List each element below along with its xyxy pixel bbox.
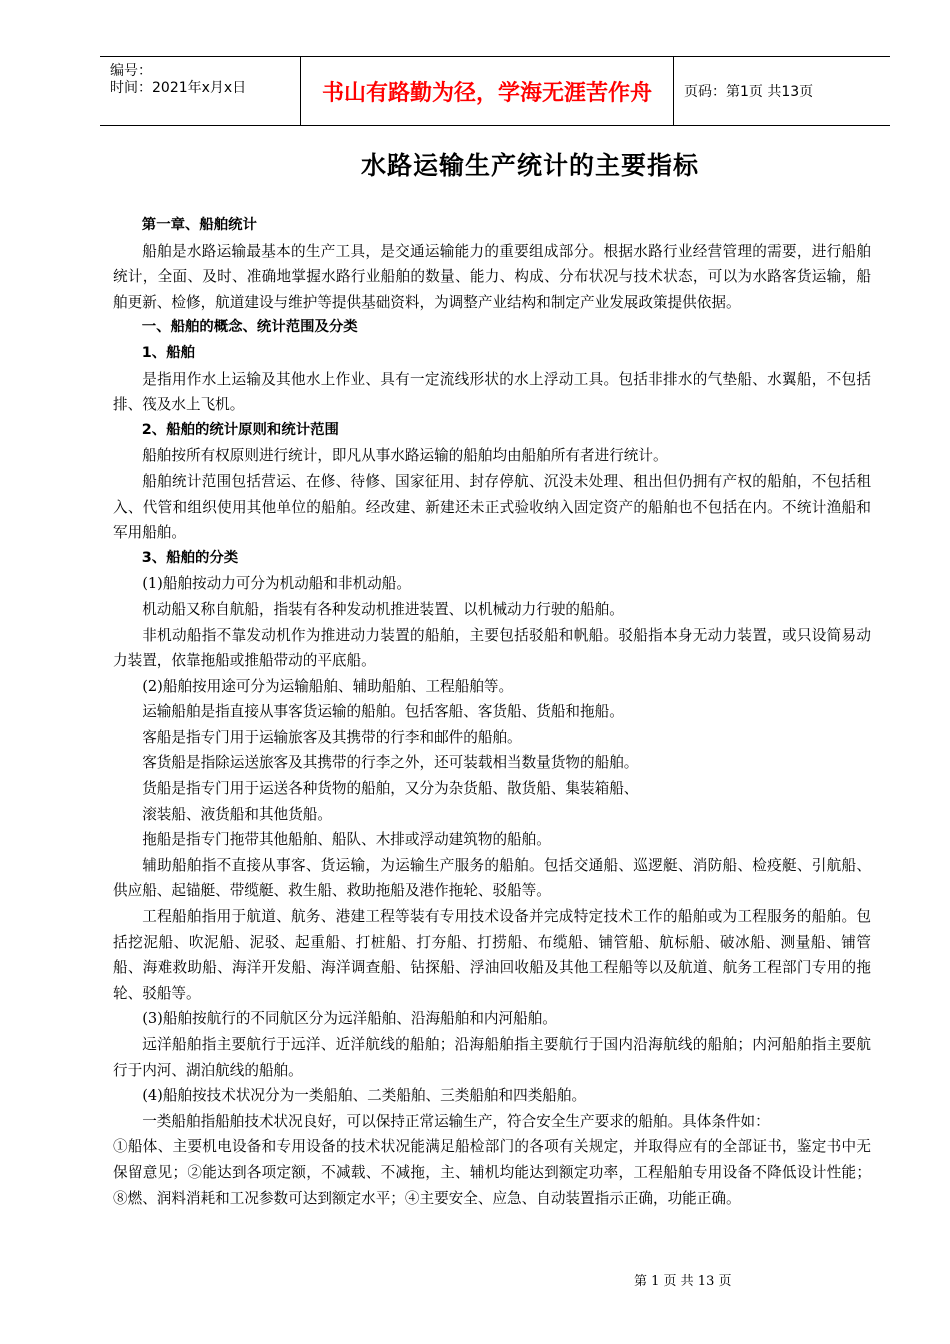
- body-paragraph: (3)船舶按航行的不同航区分为远洋船舶、沿海船舶和内河船舶。: [142, 1010, 557, 1028]
- body-paragraph: 滚装船、液货船和其他货船。: [142, 805, 332, 823]
- body-paragraph: 远洋船舶指主要航行于远洋、近洋航线的船舶；沿海船舶指主要航行于国内沿海航线的船舶；内河船舶指主要航行于内河、湖泊航线的船舶。: [113, 1036, 871, 1079]
- header-motto: 书山有路勤为径，学海无涯苦作舟: [301, 57, 674, 125]
- body-paragraph: (1)船舶按动力可分为机动船和非机动船。: [142, 575, 411, 593]
- body-paragraph: (4)船舶按技术状况分为一类船舶、二类船舶、三类船舶和四类船舶。: [142, 1087, 587, 1105]
- body-paragraph: (2)船舶按用途可分为运输船舶、辅助船舶、工程船舶等。: [142, 677, 514, 695]
- section-heading: 1、船舶: [141, 344, 195, 361]
- body-paragraph: 是指用作水上运输及其他水上作业、具有一定流线形状的水上浮动工具。包括非排水的气垫船、水翼船，不包括排、筏及水上飞机。: [113, 370, 871, 414]
- body-paragraph: 机动船又称自航船，指装有各种发动机推进装置、以机械动力行驶的船舶。: [142, 600, 624, 618]
- body-paragraph: 船舶按所有权原则进行统计，即凡从事水路运输的船舶均由船舶所有者进行统计。: [142, 447, 668, 465]
- document-body: [113, 213, 871, 1211]
- header-meta: [100, 57, 301, 125]
- page-header: [100, 56, 890, 126]
- document-time-label: 时间：2021年x月x日: [110, 80, 247, 96]
- document-title: 水路运输生产统计的主要指标: [360, 151, 699, 180]
- body-paragraph: 工程船舶指用于航道、航务、港建工程等装有专用技术设备并完成特定技术工作的船舶或为工程服务的船舶。包括挖泥船、吹泥船、泥驳、起重船、打桩船、打夯船、打捞船、布缆船、铺管船、航标船、破冰船、测量船、铺管船、海难救助船、海洋开发船、海洋调查船、钻探船、浮油回收船及其他工程船等以及航道、航务工程部门专用的拖轮、驳船等。: [113, 908, 871, 1002]
- body-paragraph: 辅助船舶指不直接从事客、货运输，为运输生产服务的船舶。包括交通船、巡逻艇、消防船、检疫艇、引航船、供应船、起锚艇、带缆艇、救生船、救助拖船及港作拖轮、驳船等。: [113, 856, 871, 900]
- header-page-label: 页码：第1页 共13页: [684, 84, 814, 100]
- body-paragraph: 船舶是水路运输最基本的生产工具，是交通运输能力的重要组成部分。根据水路行业经营管理的需要，进行船舶统计，全面、及时、准确地掌握水路行业船舶的数量、能力、构成、分布状况与技术状态，可以为水路客货运输，船舶更新、检修，航道建设与维护等提供基础资料，为调整产业结构和制定产业发展政策提供依据。: [113, 242, 871, 311]
- section-heading: 2、船舶的统计原则和统计范围: [141, 421, 339, 438]
- body-paragraph: 货船是指专门用于运送各种货物的船舶，又分为杂货船、散货船、集装箱船、: [142, 780, 639, 798]
- section-heading: 3、船舶的分类: [141, 549, 239, 566]
- document-number-label: 编号：: [110, 63, 152, 79]
- body-paragraph: 拖船是指专门拖带其他船舶、船队、木排或浮动建筑物的船舶。: [142, 831, 551, 849]
- body-paragraph: 非机动船指不靠发动机作为推进动力装置的船舶，主要包括驳船和帆船。驳船指本身无动力装置，或只设简易动力装置，依靠拖船或推船带动的平底船。: [113, 626, 871, 670]
- body-paragraph: 客货船是指除运送旅客及其携带的行李之外，还可装载相当数量货物的船舶。: [142, 754, 639, 772]
- page-footer: 第 1 页 共 13 页: [634, 1274, 732, 1289]
- body-paragraph: 客船是指专门用于运输旅客及其携带的行李和邮件的船舶。: [142, 728, 522, 746]
- body-paragraph: 运输船舶是指直接从事客货运输的船舶。包括客船、客货船、货船和拖船。: [142, 703, 624, 721]
- section-heading: 一、船舶的概念、统计范围及分类: [141, 319, 358, 336]
- body-paragraph: 一类船舶指船舶技术状况良好，可以保持正常运输生产，符合安全生产要求的船舶。具体条件如：: [142, 1112, 770, 1130]
- body-paragraph: ①船体、主要机电设备和专用设备的技术状况能满足船检部门的各项有关规定，并取得应有的全部证书，鉴定书中无保留意见；②能达到各项定额，不减载、不减拖，主、辅机均能达到额定功率，工程船舶专用设备不降低设计性能；⑧燃、润料消耗和工况参数可达到额定水平；④主要安全、应急、自动装置指示正确，功能正确。: [113, 1138, 871, 1207]
- section-heading: 第一章、船舶统计: [141, 217, 257, 233]
- body-paragraph: 船舶统计范围包括营运、在修、待修、国家征用、封存停航、沉没未处理、租出但仍拥有产权的船舶，不包括租入、代管和组织使用其他单位的船舶。经改建、新建还未正式验收纳入固定资产的船舶也不包括在内。不统计渔船和军用船舶。: [113, 472, 871, 542]
